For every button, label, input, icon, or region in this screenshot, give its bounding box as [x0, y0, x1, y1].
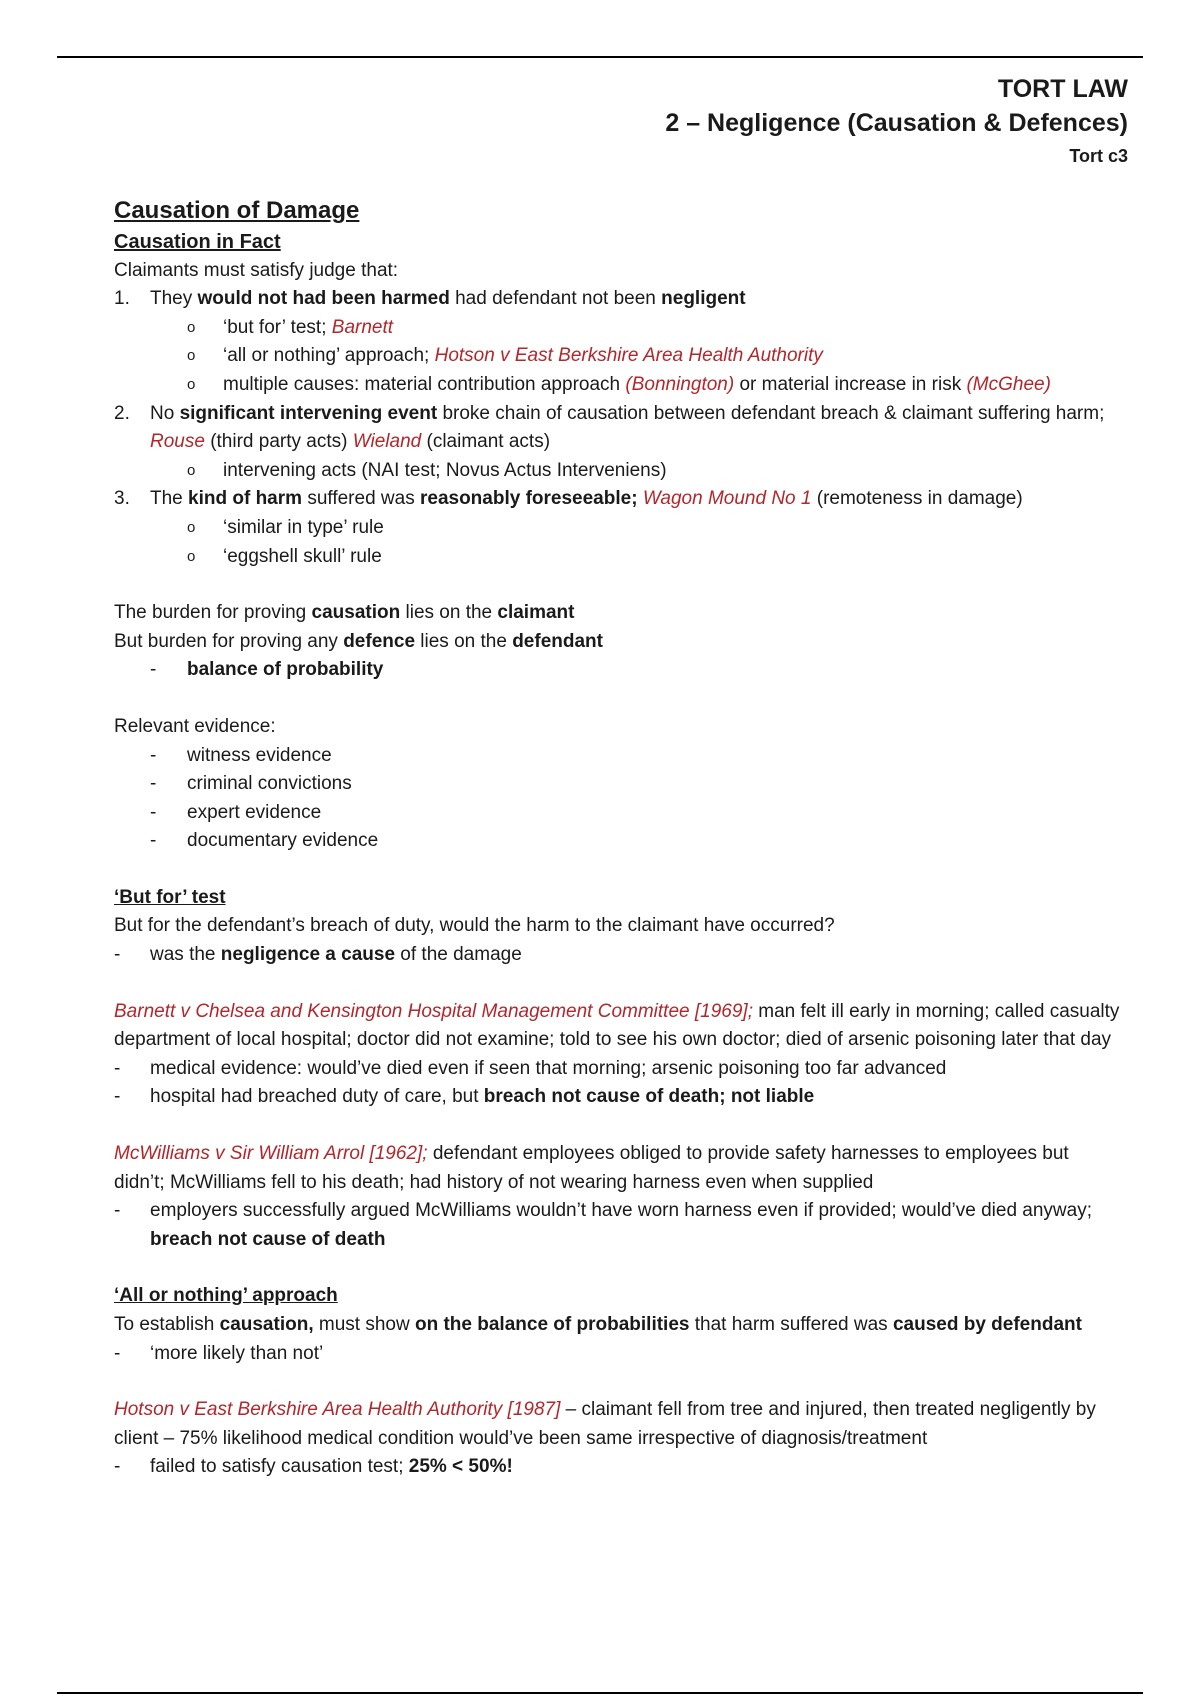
- case-citation: Hotson v East Berkshire Area Health Authority: [434, 345, 823, 367]
- circle-bullet-icon: o: [187, 375, 196, 393]
- numbered-item-3: 3. The kind of harm suffered was reasonably foreseeable; Wagon Mound No 1 (remoteness in damage): [114, 485, 1124, 514]
- evidence-item: - criminal convictions: [114, 770, 1124, 799]
- circle-bullet-icon: o: [187, 461, 196, 479]
- dash-bullet: - was the negligence a cause of the damage: [114, 941, 1124, 970]
- dash-bullet: - balance of probability: [114, 656, 1124, 685]
- chapter-reference: Tort c3: [1069, 146, 1128, 166]
- case-citation: (Bonnington): [625, 373, 735, 395]
- case-citation: Rouse: [150, 431, 205, 453]
- dash-marker: -: [150, 744, 157, 766]
- case-citation: Barnett v Chelsea and Kensington Hospital Management Committee [1969];: [114, 1000, 753, 1022]
- case-citation: (McGhee): [966, 373, 1051, 395]
- item-number: 1.: [114, 288, 130, 310]
- dash-bullet: - failed to satisfy causation test; 25% < 50%!: [114, 1453, 1124, 1482]
- allornothing-line: To establish causation, must show on the balance of probabilities that harm suffered was caused by defendant: [114, 1314, 1082, 1335]
- topic-title: 2 – Negligence (Causation & Defences): [665, 109, 1128, 137]
- sub-bullet: o multiple causes: material contribution approach (Bonnington) or material increase in risk (McGhee): [114, 371, 1124, 400]
- circle-bullet-icon: o: [187, 518, 196, 536]
- subject-title: TORT LAW: [997, 75, 1128, 103]
- document-header: [665, 72, 1128, 172]
- item-number: 2.: [114, 402, 130, 424]
- case-citation: McWilliams v Sir William Arrol [1962];: [114, 1143, 428, 1165]
- circle-bullet-icon: o: [187, 347, 196, 365]
- sub-bullet: o ‘but for’ test; Barnett: [114, 314, 1124, 343]
- sub-bullet: o ‘similar in type’ rule: [114, 514, 1124, 543]
- circle-bullet-icon: o: [187, 318, 196, 336]
- case-citation: Hotson v East Berkshire Area Health Authority [1987]: [114, 1399, 561, 1421]
- notes-body: [114, 194, 1124, 1482]
- dash-bullet: - employers successfully argued McWilliams wouldn’t have worn harness even if provided; would’ve died anyway; breach not cause of death: [114, 1197, 1124, 1254]
- case-barnett: Barnett v Chelsea and Kensington Hospital Management Committee [1969]; man felt ill early in morning; called casualty department of local hospital; doctor did not examine; told to see his own doctor; died of arsenic poisoning later that day: [114, 1000, 1120, 1051]
- intro-text: Claimants must satisfy judge that:: [114, 259, 399, 281]
- bottom-rule: [57, 1692, 1143, 1694]
- dash-marker: -: [114, 1342, 121, 1364]
- case-hotson: Hotson v East Berkshire Area Health Authority [1987] – claimant fell from tree and injured, then treated negligently by client – 75% likelihood medical condition would’ve been same irrespective of diagnosis/treatment: [114, 1399, 1096, 1449]
- numbered-item-2: 2. No significant intervening event broke chain of causation between defendant breach & claimant suffering harm; Rouse (third party acts) Wieland (claimant acts): [114, 400, 1124, 457]
- evidence-item: - expert evidence: [114, 799, 1124, 828]
- case-citation: Barnett: [331, 316, 394, 338]
- sub-bullet: o ‘all or nothing’ approach; Hotson v East Berkshire Area Health Authority: [114, 342, 1124, 371]
- case-citation: Wagon Mound No 1: [642, 488, 812, 510]
- dash-marker: -: [150, 801, 157, 823]
- dash-bullet: - hospital had breached duty of care, but breach not cause of death; not liable: [114, 1083, 1124, 1112]
- section-heading: Causation of Damage: [114, 197, 360, 224]
- dash-marker: -: [150, 773, 157, 795]
- allornothing-heading: ‘All or nothing’ approach: [114, 1285, 338, 1307]
- butfor-question: But for the defendant’s breach of duty, would the harm to the claimant have occurred?: [114, 915, 835, 937]
- dash-bullet: - medical evidence: would’ve died even if seen that morning; arsenic poisoning too far advanced: [114, 1055, 1124, 1084]
- dash-marker: -: [114, 1057, 121, 1079]
- item-number: 3.: [114, 488, 130, 510]
- burden-line-2: But burden for proving any defence lies on the defendant: [114, 630, 603, 652]
- numbered-item-1: 1. They would not had been harmed had defendant not been negligent: [114, 285, 1124, 314]
- sub-bullet: o intervening acts (NAI test; Novus Actus Interveniens): [114, 457, 1124, 486]
- dash-marker: -: [114, 1200, 121, 1222]
- dash-marker: -: [114, 1456, 121, 1478]
- sub-bullet: o ‘eggshell skull’ rule: [114, 543, 1124, 572]
- burden-line-1: The burden for proving causation lies on the claimant: [114, 602, 575, 624]
- evidence-item: - documentary evidence: [114, 827, 1124, 856]
- case-citation: Wieland: [352, 431, 422, 453]
- dash-marker: -: [114, 944, 121, 966]
- dash-marker: -: [114, 1086, 121, 1108]
- evidence-title: Relevant evidence:: [114, 715, 276, 737]
- case-mcwilliams: McWilliams v Sir William Arrol [1962]; defendant employees obliged to provide safety harnesses to employees but didn’t; McWilliams fell to his death; had history of not wearing harness even when supplied: [114, 1143, 1069, 1193]
- dash-bullet: - ‘more likely than not’: [114, 1340, 1124, 1369]
- dash-marker: -: [150, 659, 157, 681]
- dash-marker: -: [150, 830, 157, 852]
- evidence-item: - witness evidence: [114, 742, 1124, 771]
- circle-bullet-icon: o: [187, 547, 196, 565]
- butfor-heading: ‘But for’ test: [114, 886, 226, 908]
- subsection-heading: Causation in Fact: [114, 231, 281, 253]
- top-rule: [57, 56, 1143, 58]
